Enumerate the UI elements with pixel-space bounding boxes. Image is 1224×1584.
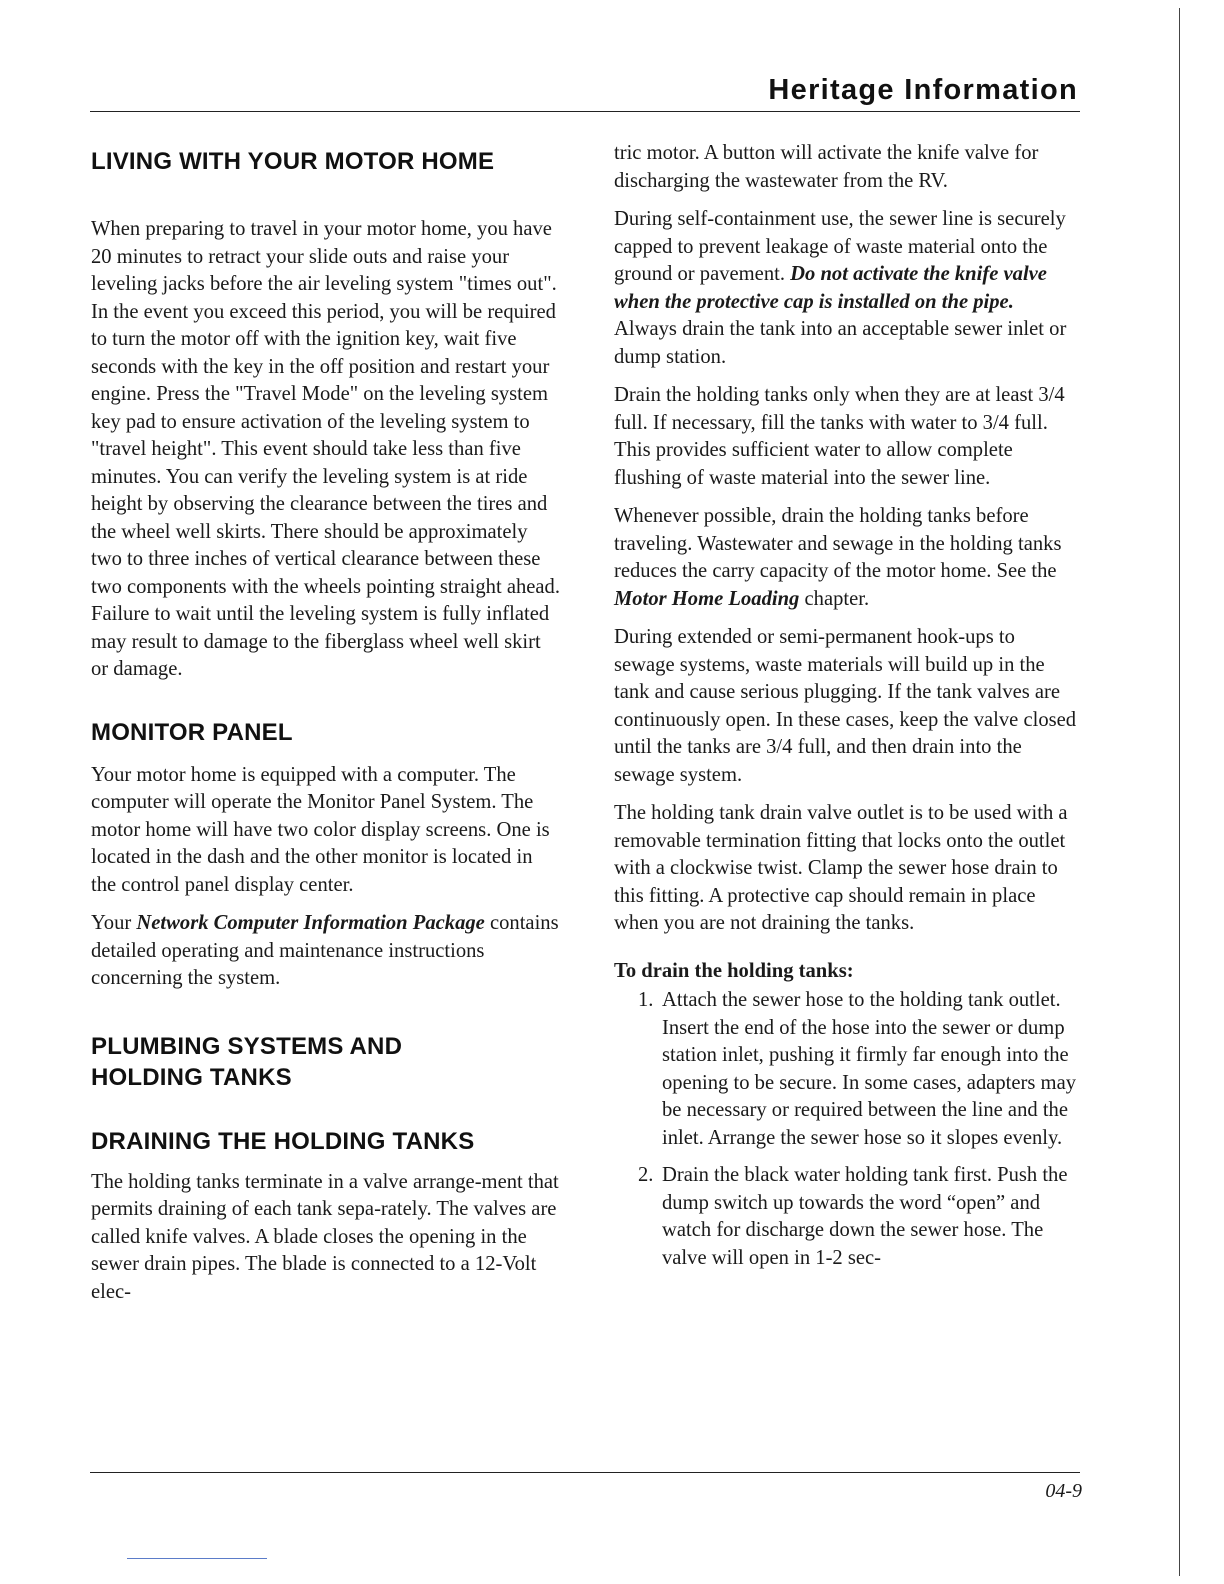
paragraph-network: Your Network Computer Information Package contains detailed operating and maintenance instructions concerning the system. — [91, 912, 559, 989]
paragraph-monitor: Your motor home is equipped with a computer. The computer will operate the Monitor Panel System. The motor home will have two color display screens. One is located in the dash and the other monitor is located in the control panel display center. — [91, 763, 550, 896]
heading-plumbing-systems: PLUMBING SYSTEMS AND HOLDING TANKS — [91, 1032, 403, 1091]
drain-steps-list — [614, 987, 1080, 1272]
header-rule — [90, 111, 1080, 112]
paragraph-drain-when-full: Drain the holding tanks only when they are at least 3/4 full. If necessary, fill the tanks with water to 3/4 full. This provides sufficient water to allow complete flushing of waste material into the sewer line. — [614, 384, 1065, 489]
heading-draining-holding-tanks: DRAINING THE HOLDING TANKS — [91, 1127, 475, 1155]
paragraph-draining: The holding tanks terminate in a valve arrange-ment that permits draining of each tank sepa-rately. The valves are called knife valves. A blade closes the opening in the sewer drain pipes. The blade is connected to a 12-Volt elec- — [91, 1170, 559, 1303]
list-item: 2. Drain the black water holding tank first. Push the dump switch up towards the word “open” and watch for discharge down the sewer hose. The valve will open in 1-2 sec- — [638, 1164, 1068, 1269]
heading-monitor-panel: MONITOR PANEL — [91, 718, 293, 746]
left-column — [91, 140, 561, 1306]
chapter-reference: Motor Home Loading — [614, 587, 800, 610]
right-column — [614, 140, 1080, 1272]
page-number: 04-9 — [1045, 1480, 1082, 1502]
paragraph-self-containment: During self-containment use, the sewer line is securely capped to prevent leakage of waste material onto the ground or pavement. Do not activate the knife valve when the protective cap is installed on the pipe. Always drain the tank into an acceptable sewer inlet or dump station. — [614, 208, 1067, 368]
paragraph-living: When preparing to travel in your motor home, you have 20 minutes to retract your slide outs and raise your leveling jacks before the air leveling system "times out". In the event you exceed this period, you will be required to turn the motor off with the ignition key, wait five seconds with the key in the off position and restart your engine. Press the "Travel Mode" on the leveling system key pad to ensure activation of the leveling system to "travel height". This event should take less than five minutes. You can verify the leveling system is at ride height by observing the clearance between the tires and the wheel well skirts. There should be approximately two to three inches of vertical clearance between these two components with the wheels pointing straight ahead. Failure to wait until the leveling system is fully inflated may result to damage to the fiberglass wheel well skirt or damage. — [91, 218, 560, 680]
network-package-title: Network Computer Information Package — [136, 912, 485, 934]
subheading-to-drain: To drain the holding tanks: — [614, 959, 854, 982]
list-item: 1. Attach the sewer hose to the holding tank outlet. Insert the end of the hose into the sewer or dump station inlet, pushing it firmly far enough into the opening to be secure. In some cases, adapters may be necessary or required between the line and the inlet. Arrange the sewer hose so it slopes evenly. — [638, 989, 1077, 1149]
paragraph-extended-hookups: During extended or semi-permanent hook-ups to sewage systems, waste materials will build up in the tank and cause serious plugging. If the tank valves are continuously open. In these cases, keep the valve closed until the tanks are 3/4 full, and then drain into the sewage system. — [614, 626, 1077, 786]
scan-artifact-line — [127, 1558, 267, 1559]
footer-rule — [90, 1472, 1080, 1473]
paragraph-whenever-possible: Whenever possible, drain the holding tanks before traveling. Wastewater and sewage in the holding tanks reduces the carry capacity of the motor home. See the Motor Home Loading chapter. — [614, 505, 1062, 610]
paragraph-continued: tric motor. A button will activate the knife valve for discharging the wastewater from the RV. — [614, 142, 1039, 192]
warning-knife-valve: Do not activate the knife valve when the protective cap is installed on the pipe. — [614, 263, 1047, 313]
heading-living-with-motor-home: LIVING WITH YOUR MOTOR HOME — [91, 148, 495, 175]
page-header-title: Heritage Information — [768, 74, 1078, 106]
paragraph-drain-valve-outlet: The holding tank drain valve outlet is to be used with a removable termination fitting that locks onto the outlet with a clockwise twist. Clamp the sewer hose drain to this fitting. A protective cap should remain in place when you are not draining the tanks. — [614, 802, 1068, 934]
right-margin-rule — [1179, 8, 1180, 1576]
